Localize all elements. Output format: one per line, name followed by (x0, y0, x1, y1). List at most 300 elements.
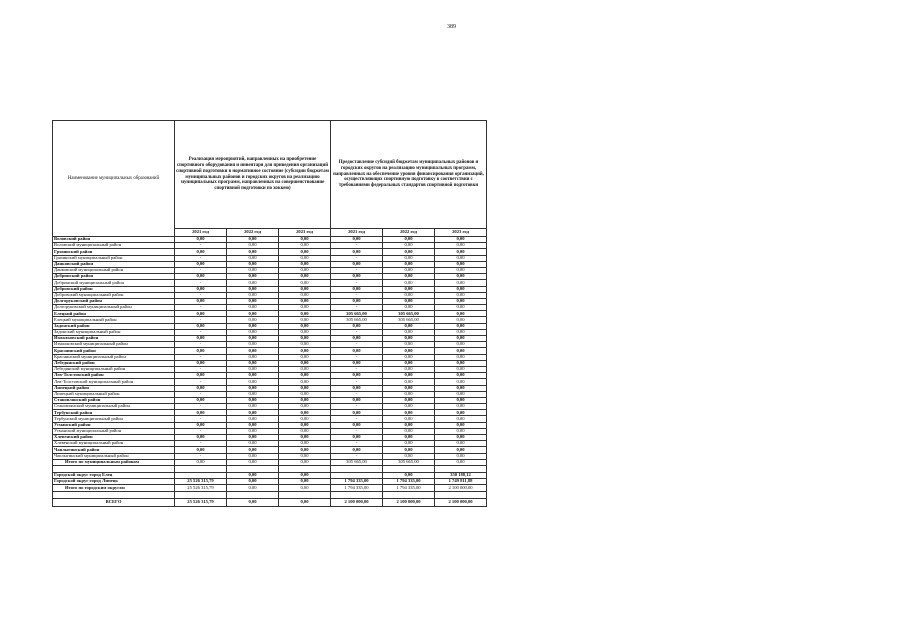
row-value: 0,00 (279, 280, 331, 286)
row-value (383, 465, 435, 472)
row-value: 0,00 (435, 342, 487, 348)
row-value: - (175, 305, 227, 311)
grand-total-row (53, 498, 487, 506)
row-value: 0,00 (383, 453, 435, 459)
row-value: 0,00 (435, 336, 487, 342)
header-year: 2023 год (279, 229, 331, 237)
row-value: 305 665,00 (383, 459, 435, 465)
row-value: 0,00 (435, 416, 487, 422)
row-value: 0,00 (227, 441, 279, 447)
row-value: 0,00 (383, 336, 435, 342)
row-value: - (331, 366, 383, 372)
row-value: 0,00 (279, 373, 331, 379)
row-value: - (175, 329, 227, 335)
row-value: 0,00 (227, 360, 279, 366)
header-year: 2022 год (383, 229, 435, 237)
row-name: Чаплыгинский муниципальный район (53, 453, 175, 459)
row-value: 0,00 (279, 274, 331, 280)
row-value: 0,00 (383, 243, 435, 249)
page-number: 389 (447, 24, 456, 30)
row-value: 0,00 (435, 373, 487, 379)
row-value: 0,00 (227, 329, 279, 335)
row-value (331, 491, 383, 498)
row-value: 0,00 (175, 311, 227, 317)
header-name: Наименование муниципальных образований (53, 121, 175, 237)
row-value: 0,00 (227, 459, 279, 465)
row-value: 0,00 (227, 348, 279, 354)
row-value: - (175, 366, 227, 372)
row-name: Лев-Толстовский муниципальный район (53, 379, 175, 385)
row-name: Итого по муниципальным районам (53, 459, 175, 465)
row-value: 1 794 335,00 (383, 485, 435, 491)
row-value: 0,00 (383, 261, 435, 267)
row-value: 0,00 (383, 249, 435, 255)
header-year: 2021 год (175, 229, 227, 237)
row-value: 0,00 (175, 410, 227, 416)
row-value: 0,00 (383, 274, 435, 280)
row-value: - (175, 404, 227, 410)
row-value: - (331, 441, 383, 447)
row-name: Краснинский муниципальный район (53, 354, 175, 360)
row-value: 0,00 (383, 305, 435, 311)
row-value: 0,00 (331, 397, 383, 403)
row-value: 0,00 (383, 292, 435, 298)
row-name: Данковский муниципальный район (53, 267, 175, 273)
row-value: 0,00 (227, 453, 279, 459)
row-value: 0,00 (175, 274, 227, 280)
row-name (53, 465, 175, 472)
row-value: - (175, 416, 227, 422)
row-value: - (331, 280, 383, 286)
row-value: - (331, 267, 383, 273)
row-value: 0,00 (227, 323, 279, 329)
row-value: 2 100 000,00 (435, 485, 487, 491)
row-value: 0,00 (279, 391, 331, 397)
row-name: Итого по городским округам (53, 485, 175, 491)
row-value: - (175, 428, 227, 434)
row-value: 0,00 (435, 459, 487, 465)
row-name: Задонский район (53, 323, 175, 329)
row-value: - (331, 428, 383, 434)
row-value: 0,00 (279, 422, 331, 428)
row-value: 0,00 (175, 286, 227, 292)
row-value: 0,00 (383, 280, 435, 286)
row-value: 0,00 (435, 280, 487, 286)
row-name: Лебедянский муниципальный район (53, 366, 175, 372)
row-value (227, 465, 279, 472)
row-value: 0,00 (331, 237, 383, 243)
row-value: - (175, 379, 227, 385)
row-value: - (331, 305, 383, 311)
row-value: 0,00 (227, 410, 279, 416)
row-value: - (331, 354, 383, 360)
row-value: 25 526 315,79 (175, 479, 227, 485)
row-value: 0,00 (227, 479, 279, 485)
row-value: - (175, 453, 227, 459)
row-value: - (175, 292, 227, 298)
row-value: 0,00 (279, 441, 331, 447)
row-value: 0,00 (435, 410, 487, 416)
row-value: 0,00 (227, 342, 279, 348)
row-value: - (175, 342, 227, 348)
row-value: 0,00 (331, 261, 383, 267)
row-name: Лев-Толстовский район (53, 373, 175, 379)
row-value: 0,00 (227, 422, 279, 428)
row-value: 0,00 (435, 237, 487, 243)
row-value: 0,00 (227, 280, 279, 286)
row-value: 0,00 (383, 391, 435, 397)
row-value: 0,00 (227, 354, 279, 360)
row-value: 25 526 315,79 (175, 485, 227, 491)
row-value: 1 794 335,00 (331, 485, 383, 491)
row-value: - (331, 329, 383, 335)
row-name: Краснинский район (53, 348, 175, 354)
row-value: 0,00 (279, 311, 331, 317)
row-value: 0,00 (331, 373, 383, 379)
header-group-sport-financing: Предоставление субсидий бюджетам муниципальных районов и городских округов на реализацию муниципальных программ, направленных на обеспечение уровня финансирования организаций, осуществляющих спортивную подготовку в соответствии с требованиями федеральных стандартов спортивной подготовки (331, 121, 487, 229)
row-value: 0,00 (175, 373, 227, 379)
row-value: 0,00 (383, 397, 435, 403)
header-year: 2021 год (331, 229, 383, 237)
row-value: 305 665,00 (383, 311, 435, 317)
row-value: 0,00 (175, 348, 227, 354)
row-value: 0,00 (227, 292, 279, 298)
row-value: 0,00 (435, 354, 487, 360)
row-value (175, 491, 227, 498)
row-value: 0,00 (331, 298, 383, 304)
row-value: - (175, 441, 227, 447)
row-value: 0,00 (383, 255, 435, 261)
row-value: 0,00 (331, 336, 383, 342)
row-value: 0,00 (435, 274, 487, 280)
row-value: 0,00 (435, 243, 487, 249)
row-value (279, 465, 331, 472)
row-value: 0,00 (227, 311, 279, 317)
row-value: 0,00 (383, 360, 435, 366)
row-value: 0,00 (435, 379, 487, 385)
row-value: 0,00 (331, 422, 383, 428)
row-value: 0,00 (383, 379, 435, 385)
row-value (279, 491, 331, 498)
header-year: 2022 год (227, 229, 279, 237)
row-value: 0,00 (279, 348, 331, 354)
row-value: 25 526 315,79 (175, 498, 227, 506)
row-value: 0,00 (227, 243, 279, 249)
row-value: 1 794 335,00 (383, 479, 435, 485)
row-value: 0,00 (279, 292, 331, 298)
row-value: 0,00 (175, 323, 227, 329)
subsidy-table (52, 120, 487, 507)
row-value: 0,00 (279, 435, 331, 441)
row-value: 0,00 (331, 249, 383, 255)
spacer-row (53, 491, 487, 498)
row-value: 0,00 (175, 360, 227, 366)
row-value: 0,00 (383, 385, 435, 391)
row-value: 0,00 (383, 354, 435, 360)
row-name: Становлянский муниципальный район (53, 404, 175, 410)
row-value: 0,00 (383, 441, 435, 447)
row-name: Грязинский муниципальный район (53, 255, 175, 261)
row-value: - (331, 416, 383, 422)
row-value: 0,00 (175, 336, 227, 342)
row-value: - (331, 243, 383, 249)
row-value: 0,00 (175, 237, 227, 243)
row-value: 0,00 (279, 354, 331, 360)
row-value: 0,00 (435, 323, 487, 329)
row-value: 0,00 (227, 485, 279, 491)
row-value: 0,00 (279, 317, 331, 323)
row-value: - (331, 391, 383, 397)
row-value: 0,00 (383, 447, 435, 453)
row-value: 0,00 (279, 237, 331, 243)
row-value: 0,00 (435, 348, 487, 354)
row-value: 0,00 (435, 428, 487, 434)
row-value: 0,00 (435, 317, 487, 323)
header-year: 2023 год (435, 229, 487, 237)
row-value: 2 100 000,00 (435, 498, 487, 506)
row-value: 0,00 (279, 385, 331, 391)
row-value: 0,00 (227, 416, 279, 422)
row-value: 0,00 (279, 416, 331, 422)
row-value: 0,00 (331, 385, 383, 391)
row-value: 0,00 (279, 366, 331, 372)
row-value: - (175, 317, 227, 323)
row-value: 0,00 (383, 472, 435, 478)
row-value: 0,00 (435, 453, 487, 459)
row-value: 0,00 (383, 366, 435, 372)
row-value: 0,00 (175, 397, 227, 403)
row-value: 0,00 (331, 435, 383, 441)
row-value: 1 749 811,88 (435, 479, 487, 485)
row-value: 0,00 (279, 410, 331, 416)
row-value: 0,00 (175, 385, 227, 391)
row-name: Лебедянский район (53, 360, 175, 366)
row-value: 0,00 (435, 366, 487, 372)
row-value: 0,00 (279, 472, 331, 478)
row-value: 0,00 (435, 435, 487, 441)
row-name: Хлевенский район (53, 435, 175, 441)
row-value: 0,00 (175, 298, 227, 304)
row-value: 0,00 (435, 422, 487, 428)
row-value (435, 491, 487, 498)
row-value: - (175, 391, 227, 397)
row-name: Хлевенский муниципальный район (53, 441, 175, 447)
row-value: 0,00 (331, 274, 383, 280)
row-value: 0,00 (279, 459, 331, 465)
row-value: 2 100 000,00 (383, 498, 435, 506)
row-value: 0,00 (383, 267, 435, 273)
row-value: 0,00 (279, 249, 331, 255)
row-value: 0,00 (435, 360, 487, 366)
row-value (435, 465, 487, 472)
row-value: 0,00 (331, 360, 383, 366)
row-value: 0,00 (383, 422, 435, 428)
row-value (175, 465, 227, 472)
row-value: 305 665,00 (331, 459, 383, 465)
row-value: 0,00 (383, 329, 435, 335)
row-value: 0,00 (279, 255, 331, 261)
row-value: 0,00 (383, 410, 435, 416)
row-value: 0,00 (279, 397, 331, 403)
row-value: 0,00 (227, 305, 279, 311)
row-value: 1 794 335,00 (331, 479, 383, 485)
row-name: Липецкий район (53, 385, 175, 391)
row-name: Данковский район (53, 261, 175, 267)
row-value: 0,00 (279, 479, 331, 485)
row-value: 0,00 (279, 342, 331, 348)
row-value: 0,00 (279, 447, 331, 453)
row-value: 0,00 (175, 249, 227, 255)
row-value: 0,00 (435, 311, 487, 317)
row-value: 0,00 (227, 336, 279, 342)
row-value (227, 491, 279, 498)
row-value: 0,00 (435, 404, 487, 410)
row-value: 0,00 (435, 261, 487, 267)
row-value: 0,00 (383, 428, 435, 434)
row-value: - (331, 342, 383, 348)
row-value: - (331, 379, 383, 385)
row-value: 350 188,12 (435, 472, 487, 478)
row-value: - (331, 453, 383, 459)
row-value: - (175, 267, 227, 273)
row-value: 0,00 (175, 422, 227, 428)
row-value: 0,00 (227, 447, 279, 453)
row-value: 0,00 (279, 453, 331, 459)
row-value: 0,00 (331, 447, 383, 453)
row-name: Усманский муниципальный район (53, 428, 175, 434)
row-value: 0,00 (227, 404, 279, 410)
row-name: Грязинский район (53, 249, 175, 255)
row-value: 0,00 (175, 261, 227, 267)
row-value: 0,00 (435, 441, 487, 447)
row-value: 0,00 (331, 348, 383, 354)
row-value: 0,00 (279, 485, 331, 491)
row-value: 0,00 (279, 305, 331, 311)
row-name: Воловский муниципальный район (53, 243, 175, 249)
row-value: 0,00 (227, 472, 279, 478)
row-value: 0,00 (331, 323, 383, 329)
row-value: 0,00 (227, 255, 279, 261)
row-name: Елецкий район (53, 311, 175, 317)
row-value: 0,00 (435, 255, 487, 261)
row-value: 0,00 (227, 298, 279, 304)
row-value: 0,00 (383, 416, 435, 422)
row-value: 0,00 (435, 329, 487, 335)
row-value: 0,00 (227, 237, 279, 243)
row-value: 0,00 (435, 391, 487, 397)
row-value: 0,00 (227, 261, 279, 267)
row-value: 0,00 (279, 243, 331, 249)
row-name: Добровский район (53, 286, 175, 292)
row-value: - (175, 255, 227, 261)
row-name: ВСЕГО (53, 498, 175, 506)
row-name: Добринский муниципальный район (53, 280, 175, 286)
row-value: 0,00 (279, 379, 331, 385)
row-value: 0,00 (435, 249, 487, 255)
row-value: 0,00 (435, 397, 487, 403)
row-value: 0,00 (279, 404, 331, 410)
row-value: 0,00 (227, 249, 279, 255)
row-name: Долгоруковский район (53, 298, 175, 304)
row-value: 0,00 (279, 323, 331, 329)
row-name: Усманский район (53, 422, 175, 428)
row-value: 0,00 (435, 385, 487, 391)
row-value: 0,00 (227, 391, 279, 397)
row-value: 0,00 (227, 366, 279, 372)
row-value: - (175, 354, 227, 360)
row-value: 0,00 (435, 267, 487, 273)
row-value: - (331, 292, 383, 298)
header-group-sport-equipment: Реализация мероприятий, направленных на приобретение спортивного оборудования и инвентаря для приведения организаций спортивной подготовки в нормативное состояние (субсидии бюджетам муниципальных районов и городских округов на реализацию муниципальных программ, направленных на совершенствование спортивной подготовки по хоккею) (175, 121, 331, 229)
row-value: 0,00 (383, 286, 435, 292)
row-value: 0,00 (331, 286, 383, 292)
row-value: 0,00 (227, 274, 279, 280)
row-value: 0,00 (227, 286, 279, 292)
row-value: 0,00 (383, 435, 435, 441)
row-value: 0,00 (227, 428, 279, 434)
row-name: Липецкий муниципальный район (53, 391, 175, 397)
row-value: 0,00 (383, 348, 435, 354)
row-value: 0,00 (383, 237, 435, 243)
row-name: Тербунский муниципальный район (53, 416, 175, 422)
row-value: 0,00 (383, 323, 435, 329)
row-value: 0,00 (279, 286, 331, 292)
row-value: - (175, 243, 227, 249)
row-name: Долгоруковский муниципальный район (53, 305, 175, 311)
row-value: 2 100 000,00 (331, 498, 383, 506)
row-value: 305 665,00 (383, 317, 435, 323)
row-value: 0,00 (383, 298, 435, 304)
row-value: 0,00 (227, 397, 279, 403)
row-value: 0,00 (383, 404, 435, 410)
row-value (383, 491, 435, 498)
row-value: - (331, 404, 383, 410)
row-name: Измалковский район (53, 336, 175, 342)
row-name: Измалковский муниципальный район (53, 342, 175, 348)
row-value: 0,00 (435, 447, 487, 453)
row-value: 0,00 (175, 459, 227, 465)
row-value: 0,00 (227, 385, 279, 391)
row-value: 0,00 (279, 498, 331, 506)
row-value: 0,00 (331, 410, 383, 416)
row-value: 0,00 (435, 298, 487, 304)
row-value: 0,00 (227, 379, 279, 385)
row-name: Тербунский район (53, 410, 175, 416)
row-value: 0,00 (175, 447, 227, 453)
row-value: 0,00 (279, 336, 331, 342)
row-value: 0,00 (227, 373, 279, 379)
row-value: 0,00 (227, 435, 279, 441)
spacer-row (53, 465, 487, 472)
row-value: 0,00 (435, 292, 487, 298)
row-name: Становлянский район (53, 397, 175, 403)
row-value: 0,00 (175, 435, 227, 441)
row-value: 0,00 (279, 267, 331, 273)
row-value: 0,00 (435, 286, 487, 292)
row-value: 0,00 (279, 298, 331, 304)
row-value: 0,00 (279, 428, 331, 434)
row-name: Добринский район (53, 274, 175, 280)
row-value: 0,00 (383, 342, 435, 348)
row-name: Добровский муниципальный район (53, 292, 175, 298)
row-value: - (175, 280, 227, 286)
row-name: Воловский район (53, 237, 175, 243)
row-name: Задонский муниципальный район (53, 329, 175, 335)
row-value: 0,00 (279, 261, 331, 267)
row-name: Городской округ город Липецк (53, 479, 175, 485)
row-value: - (331, 255, 383, 261)
row-value: 0,00 (227, 267, 279, 273)
